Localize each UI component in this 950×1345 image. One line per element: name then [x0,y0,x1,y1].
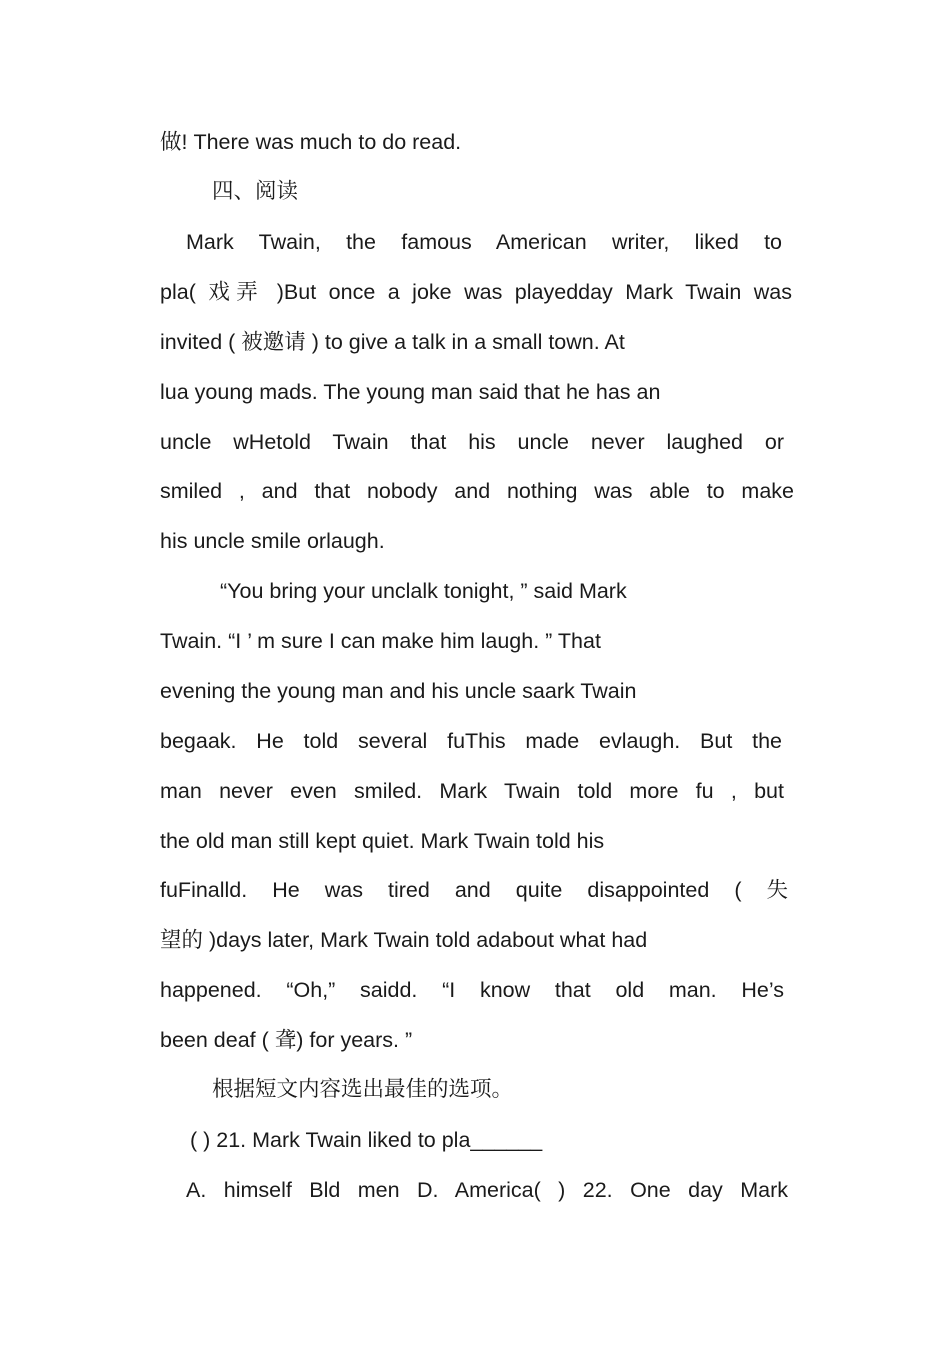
question-21: ( ) 21. Mark Twain liked to pla______ [190,1128,543,1152]
section-heading-reading: 四、阅读 [212,179,299,204]
text-line-7: uncle wHetold Twain that his uncle never laughed or [160,430,784,454]
text-line-9: his uncle smile orlaugh. [160,529,385,553]
instruction-line: 根据短文内容选出最佳的选项。 [212,1077,514,1102]
text-line-8: smiled , and that nobody and nothing was able to make [160,479,794,503]
text-line-14: man never even smiled. Mark Twain told more fu , but [160,779,784,803]
text-line-4: pla( 戏弄 )But once a joke was playedday Mark Twain was [160,280,792,304]
text-line-12: evening the young man and his uncle saark Twain [160,679,637,703]
text-line-3: Mark Twain, the famous American writer, liked to [186,230,782,254]
text-line-15: the old man still kept quiet. Mark Twain told his [160,829,605,853]
text-line-11: Twain. “I ’ m sure I can make him laugh. ” That [160,629,601,653]
text-line-5: invited ( 被邀请 ) to give a talk in a small town. At [160,330,625,354]
question-21-options: A. himself Bld men D. America( ) 22. One day Mark [186,1178,788,1202]
text-line-19: been deaf ( 聋) for years. ” [160,1028,413,1052]
text-line-6: lua young mads. The young man said that he has an [160,380,661,404]
text-line-1: 做! There was much to do read. [160,130,462,154]
text-line-10: “You bring your unclalk tonight, ” said Mark [220,579,627,603]
text-line-16: fuFinalld. He was tired and quite disappointed ( 失 [160,878,788,902]
text-line-13: begaak. He told several fuThis made evlaugh. But the [160,729,782,753]
text-line-17: 望的 )days later, Mark Twain told adabout what had [160,928,648,952]
text-line-18: happened. “Oh,” saidd. “I know that old man. He’s [160,978,784,1002]
